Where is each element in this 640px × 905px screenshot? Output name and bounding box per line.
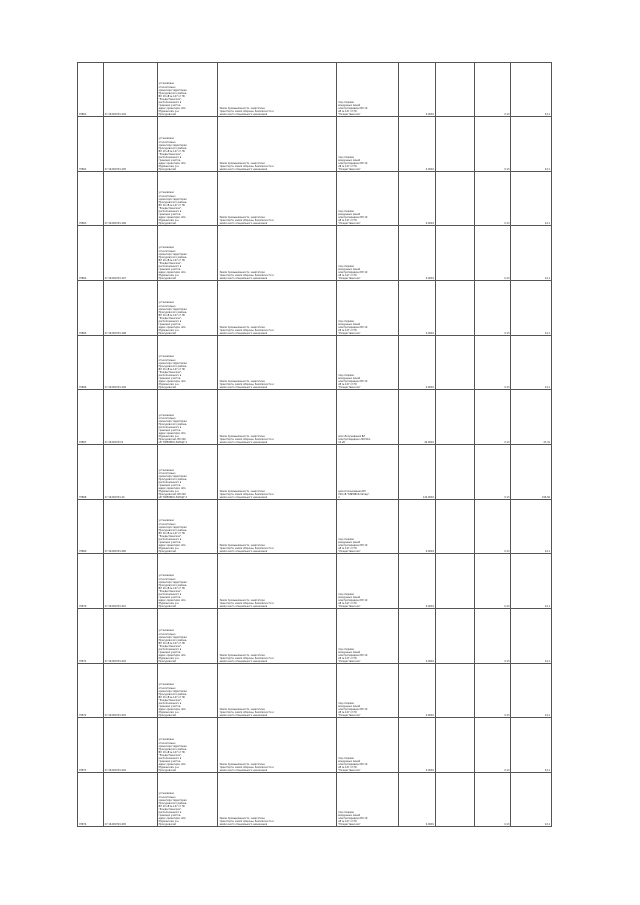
table-row (78, 226, 552, 281)
table-body (78, 63, 552, 827)
land-category-cell: Земли промышленности, энергетики, транспорта, земли обороны, безопасности и земли иного специального назначения (218, 172, 337, 226)
record-number-cell: 70871 (78, 609, 104, 664)
table-row (78, 554, 552, 609)
record-number-cell: 70864 (78, 226, 104, 281)
permitted-use-cell: под опорами воздушных линий электропередачи ВЛ 10 кВ № 147 от ПС "Рождественское" (337, 609, 399, 664)
rate-cell: 0,13 (474, 63, 510, 117)
table-row (78, 63, 552, 117)
rate-cell: 0,13 (474, 500, 510, 554)
permitted-use-cell: под опорами воздушных линий электропередачи ВЛ 10 кВ № 147 от ПС "Рождественское" (337, 664, 399, 718)
cadastral-number-cell: 27:16:000701:196 (103, 172, 157, 226)
sum-cell: 0,11 (511, 718, 552, 773)
table-row (78, 281, 552, 336)
cadastral-number-cell: 27:16:000701:201 (103, 554, 157, 609)
sum-cell: 0,11 (511, 664, 552, 718)
table-row (78, 117, 552, 172)
location-cell: установлено относительно ориентира территории Прокуровского района, ВЛ 10 кВ № 147 от ПС "Рождественское", расположенного в границах участка. адрес ориентира: обл. Мурманская, р-н Прокуровский (157, 718, 218, 773)
permitted-use-cell: под опорами воздушных линий электропередачи ВЛ 10 кВ № 147 от ПС "Рождественское" (337, 500, 399, 554)
cadastral-number-cell: 27:16:000701:204 (103, 718, 157, 773)
area-cell: 0,0004 (399, 336, 435, 390)
table-row (78, 664, 552, 718)
location-cell: установлено относительно ориентира территории Прокуровского района, ВЛ 10 кВ № 147 от ПС "Рождественское", расположенного в границах участка. адрес ориентира: обл. Мурманская, р-н Прокуровский (157, 117, 218, 172)
land-category-cell: Земли промышленности, энергетики, транспорта, земли обороны, безопасности и земли иного специального назначения (218, 500, 337, 554)
permitted-use-cell: под опорами воздушных линий электропередачи ВЛ 10 кВ № 147 от ПС "Рождественское" (337, 63, 399, 117)
rate-cell: 0,13 (474, 664, 510, 718)
record-number-cell: 70873 (78, 718, 104, 773)
record-number-cell: 70866 (78, 336, 104, 390)
rate-cell: 0,13 (474, 117, 510, 172)
record-number-cell: 70868 (78, 445, 104, 500)
table-row (78, 172, 552, 226)
area-cell: 0,0004 (399, 500, 435, 554)
land-category-cell: Земли промышленности, энергетики, транспорта, земли обороны, безопасности и земли иного специального назначения (218, 773, 337, 827)
price-cell (435, 390, 474, 445)
price-cell (435, 172, 474, 226)
location-cell: установлено относительно ориентира территории Прокуровского района, ВЛ 10 кВ № 147 от ПС "Рождественское", расположенного в границах участка. адрес ориентира: обл. Мурманская, р-н Прокуровский (157, 281, 218, 336)
record-number-cell: 70870 (78, 554, 104, 609)
record-number-cell: 70862 (78, 117, 104, 172)
land-category-cell: Земли промышленности, энергетики, транспорта, земли обороны, безопасности и земли иного специального назначения (218, 117, 337, 172)
price-cell (435, 664, 474, 718)
sum-cell: 0,11 (511, 773, 552, 827)
table-row (78, 445, 552, 500)
area-cell: 0,0004 (399, 226, 435, 281)
land-register-table (77, 62, 552, 827)
location-cell: установлено относительно ориентира территории Прокуровского района, ВЛ 10 кВ № 147 от ПС "Рождественское", расположенного в границах участка. адрес ориентира: обл. Мурманская, р-н Прокуровский (157, 609, 218, 664)
area-cell: 0,0004 (399, 117, 435, 172)
sum-cell: 0,11 (511, 117, 552, 172)
cadastral-number-cell: 27:16:000701:9 (103, 390, 157, 445)
area-cell: 0,0004 (399, 172, 435, 226)
location-cell: установлено относительно ориентира территории Прокуровского района, расположенного в границах участка. адрес ориентира: обл. Мурманская, р-н Прокуровский, ВЛ 220 кВ "КИРОВСК-ЗАПАД"-1 (157, 390, 218, 445)
permitted-use-cell: под опорами воздушных линий электропередачи ВЛ 10 кВ № 147 от ПС "Рождественское" (337, 226, 399, 281)
rate-cell: 0,13 (474, 554, 510, 609)
location-cell: установлено относительно ориентира территории Прокуровского района, ВЛ 10 кВ № 147 от ПС "Рождественское", расположенного в границах участка. адрес ориентира: обл. Мурманская, р-н Прокуровский (157, 226, 218, 281)
permitted-use-cell: под опорами воздушных линий электропередачи ВЛ 10 кВ № 147 от ПС "Рождественское" (337, 718, 399, 773)
permitted-use-cell: для использования ВЛ 220 кВ "КИРОВСК-Запад"- 2 (337, 445, 399, 500)
area-cell: 0,0004 (399, 281, 435, 336)
land-category-cell: Земли промышленности, энергетики, транспорта, земли обороны, безопасности и земли иного специального назначения (218, 336, 337, 390)
cadastral-number-cell: 27:16:000701:203 (103, 664, 157, 718)
sum-cell: 0,11 (511, 554, 552, 609)
location-cell: установлено относительно ориентира территории Прокуровского района, ВЛ 10 кВ № 147 от ПС "Рождественское", расположенного в границах участка. адрес ориентира: обл. Мурманская, р-н Прокуровский (157, 773, 218, 827)
location-cell: установлено относительно ориентира территории Прокуровского района, ВЛ 10 кВ № 147 от ПС "Рождественское", расположенного в границах участка. адрес ориентира: обл. Мурманская, р-н Прокуровский (157, 172, 218, 226)
sum-cell: 0,11 (511, 172, 552, 226)
price-cell (435, 718, 474, 773)
area-cell: 0,0004 (399, 609, 435, 664)
price-cell (435, 336, 474, 390)
cadastral-number-cell: 27:16:000701:199 (103, 336, 157, 390)
rate-cell: 0,13 (474, 226, 510, 281)
rate-cell: 0,13 (474, 390, 510, 445)
cadastral-number-cell: 27:16:000701:200 (103, 500, 157, 554)
table-row (78, 500, 552, 554)
permitted-use-cell: под опорами воздушных линий электропередачи ВЛ 10 кВ № 147 от ПС "Рождественское" (337, 117, 399, 172)
land-category-cell: Земли промышленности, энергетики, транспорта, земли обороны, безопасности и земли иного специального назначения (218, 718, 337, 773)
permitted-use-cell: под опорами воздушных линий электропередачи ВЛ 10 кВ № 147 от ПС "Рождественское" (337, 336, 399, 390)
sum-cell: 0,11 (511, 226, 552, 281)
land-category-cell: Земли промышленности, энергетики, транспорта, земли обороны, безопасности и земли иного специального назначения (218, 63, 337, 117)
location-cell: установлено относительно ориентира территории Прокуровского района, расположенного в границах участка. адрес ориентира: обл. Мурманская, р-н Прокуровский, ВЛ 220 кВ "КИРОВСК-ЗАПАД"-2 (157, 445, 218, 500)
cadastral-number-cell: 27:16:000701:194 (103, 63, 157, 117)
record-number-cell: 70869 (78, 500, 104, 554)
price-cell (435, 609, 474, 664)
area-cell: 124,0004 (399, 445, 435, 500)
rate-cell: 0,13 (474, 718, 510, 773)
table-row (78, 718, 552, 773)
price-cell (435, 773, 474, 827)
rate-cell: 0,13 (474, 281, 510, 336)
sum-cell: 0,11 (511, 63, 552, 117)
cadastral-number-cell: 27:16:000701:205 (103, 773, 157, 827)
sum-cell: 47,41 (511, 390, 552, 445)
location-cell: установлено относительно ориентира территории Прокуровского района, ВЛ 10 кВ № 147 от ПС "Рождественское", расположенного в границах участка. адрес ориентира: обл. Мурманская, р-н Прокуровский (157, 63, 218, 117)
table-row (78, 390, 552, 445)
sum-cell: 0,11 (511, 500, 552, 554)
table-row (78, 336, 552, 390)
record-number-cell: 70863 (78, 172, 104, 226)
permitted-use-cell: под опорами воздушных линий электропередачи ВЛ 10 кВ № 147 от ПС "Рождественское" (337, 773, 399, 827)
sum-cell: 0,11 (511, 281, 552, 336)
location-cell: установлено относительно ориентира территории Прокуровского района, ВЛ 10 кВ № 147 от ПС "Рождественское", расположенного в границах участка. адрес ориентира: обл. Мурманская, р-н Прокуровский (157, 664, 218, 718)
land-category-cell: Земли промышленности, энергетики, транспорта, земли обороны, безопасности и земли иного специального назначения (218, 281, 337, 336)
sum-cell: 0,11 (511, 609, 552, 664)
sum-cell: 0,11 (511, 336, 552, 390)
price-cell (435, 500, 474, 554)
area-cell: 0,0004 (399, 773, 435, 827)
permitted-use-cell: под опорами воздушных линий электропередачи ВЛ 10 кВ № 147 от ПС "Рождественское" (337, 172, 399, 226)
permitted-use-cell: под опорами воздушных линий электропередачи ВЛ 10 кВ № 147 от ПС "Рождественское" (337, 281, 399, 336)
area-cell: 0,0004 (399, 664, 435, 718)
price-cell (435, 226, 474, 281)
cadastral-number-cell: 27:16:000701:10 (103, 445, 157, 500)
land-category-cell: Земли промышленности, энергетики, транспорта, земли обороны, безопасности и земли иного специального назначения (218, 226, 337, 281)
permitted-use-cell: для обслуживания ВЛ электропередачи 220/110- 10 кВ (337, 390, 399, 445)
cadastral-number-cell: 27:16:000701:195 (103, 117, 157, 172)
land-category-cell: Земли промышленности, энергетики, транспорта, земли обороны, безопасности и земли иного специального назначения (218, 609, 337, 664)
record-number-cell: 70867 (78, 390, 104, 445)
rate-cell: 0,13 (474, 609, 510, 664)
record-number-cell: 70865 (78, 281, 104, 336)
table-row (78, 609, 552, 664)
land-category-cell: Земли промышленности, энергетики, транспорта, земли обороны, безопасности и земли иного специального назначения (218, 664, 337, 718)
permitted-use-cell: под опорами воздушных линий электропередачи ВЛ 10 кВ № 147 от ПС "Рождественское" (337, 554, 399, 609)
rate-cell: 0,13 (474, 445, 510, 500)
area-cell: 20,0004 (399, 390, 435, 445)
price-cell (435, 63, 474, 117)
table-row (78, 773, 552, 827)
record-number-cell: 70872 (78, 664, 104, 718)
land-category-cell: Земли промышленности, энергетики, транспорта, земли обороны, безопасности и земли иного специального назначения (218, 390, 337, 445)
cadastral-number-cell: 27:16:000701:197 (103, 226, 157, 281)
location-cell: установлено относительно ориентира территории Прокуровского района, ВЛ 10 кВ № 147 от ПС "Рождественское", расположенного в границах участка. адрес ориентира: обл. Мурманская, р-н Прокуровский (157, 500, 218, 554)
area-cell: 0,0004 (399, 63, 435, 117)
location-cell: установлено относительно ориентира территории Прокуровского района, ВЛ 10 кВ № 147 от ПС "Рождественское", расположенного в границах участка. адрес ориентира: обл. Мурманская, р-н Прокуровский (157, 554, 218, 609)
cadastral-number-cell: 27:16:000701:198 (103, 281, 157, 336)
location-cell: установлено относительно ориентира территории Прокуровского района, ВЛ 10 кВ № 147 от ПС "Рождественское", расположенного в границах участка. адрес ориентира: обл. Мурманская, р-н Прокуровский (157, 336, 218, 390)
price-cell (435, 445, 474, 500)
record-number-cell: 70874 (78, 773, 104, 827)
cadastral-number-cell: 27:16:000701:202 (103, 609, 157, 664)
price-cell (435, 281, 474, 336)
land-category-cell: Земли промышленности, энергетики, транспорта, земли обороны, безопасности и земли иного специального назначения (218, 445, 337, 500)
area-cell: 0,0004 (399, 554, 435, 609)
land-category-cell: Земли промышленности, энергетики, транспорта, земли обороны, безопасности и земли иного специального назначения (218, 554, 337, 609)
price-cell (435, 554, 474, 609)
price-cell (435, 117, 474, 172)
area-cell: 0,0004 (399, 718, 435, 773)
rate-cell: 0,13 (474, 773, 510, 827)
rate-cell: 0,13 (474, 336, 510, 390)
record-number-cell: 70861 (78, 63, 104, 117)
rate-cell: 0,13 (474, 172, 510, 226)
sum-cell: 246,56 (511, 445, 552, 500)
